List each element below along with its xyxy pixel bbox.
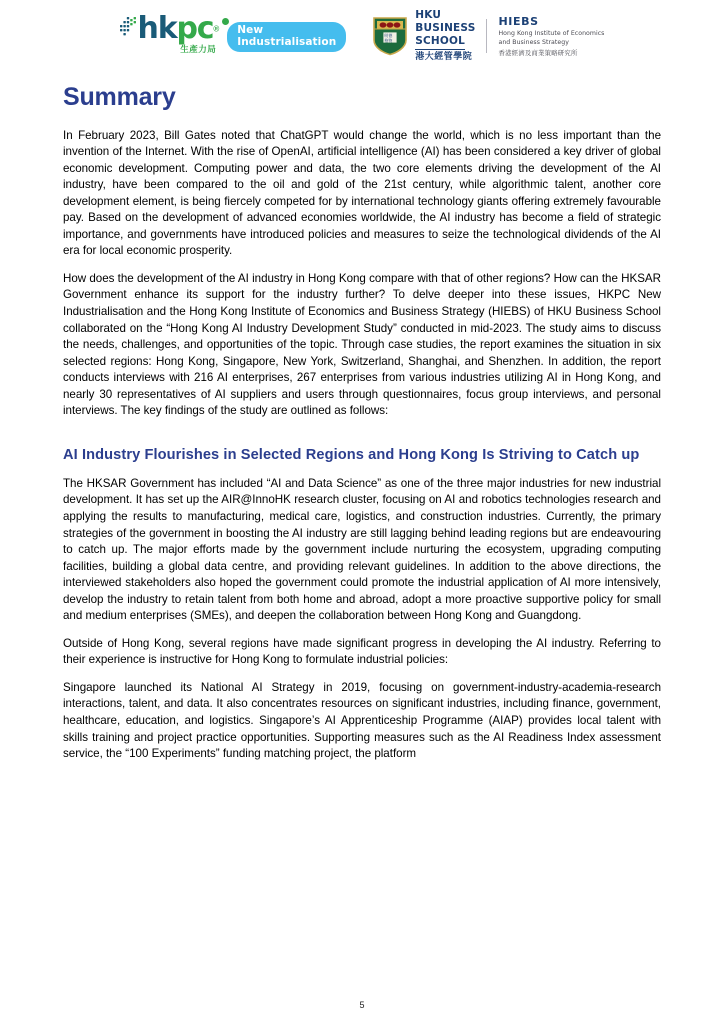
hku-wordmark	[415, 9, 475, 62]
hku-chinese-name: 港大經管學院	[415, 51, 473, 62]
hkpc-logo-group	[120, 11, 347, 58]
hku-line-1: HKU	[415, 9, 442, 22]
hiebs-chinese-name: 香港經濟及商業策略研究所	[498, 48, 578, 57]
page-footer	[0, 1000, 724, 1010]
hkpc-hk-letters: hk	[137, 11, 177, 46]
document-body	[63, 84, 661, 763]
paragraph-section-3: Singapore launched its National AI Strategy in 2019, focusing on government-industry-academia-research interactions, talent, and data. It also concentrates resources on significant industries, including finance, government, healthcare, education, and logistics. Singapore’s AI Apprenticeship Programme (AIAP) provides local talent with skills training and project practice opportunities. Supporting measures such as the AI Readiness Index assessment service, the “100 Experiments” funding matching project, the platform	[63, 680, 661, 761]
logo-divider	[486, 19, 487, 53]
badge-line-2: Industrialisation	[237, 35, 337, 48]
hiebs-subtitle-line-1: Hong Kong Institute of Economics	[498, 30, 605, 38]
svg-text:格物: 格物	[384, 38, 393, 43]
hkpc-chinese-name: 生產力局	[180, 44, 217, 55]
svg-text:明德: 明德	[384, 33, 393, 38]
badge-line-1: New	[237, 23, 264, 36]
paragraph-intro-2: How does the development of the AI industry in Hong Kong compare with that of other regions? How can the HKSAR Government enhance its support for the industry further? To delve deeper into these issues, HKPC New Industrialisation and the Hong Kong Institute of Economics and Business Strategy (HIEBS) of HKU Business School collaborated on the “Hong Kong AI Industry Development Study” conducted in mid-2023. The study aims to discuss the needs, challenges, and opportunities of the topic. Through case studies, the report examines the situation in six selected regions: Hong Kong, Singapore, New York, Switzerland, Shanghai, and Shenzhen. In addition, the report conducts interviews with 216 AI enterprises, 267 enterprises from various industries utilizing AI in Hong Kong, and nearly 30 representatives of AI suppliers and users through questionnaires, focus group interviews, and personal interviews. The key findings of the study are outlined as follows:	[63, 271, 661, 418]
section-heading: AI Industry Flourishes in Selected Regions and Hong Kong Is Striving to Catch up	[63, 446, 640, 463]
header-logo-bar	[0, 10, 724, 62]
hkpc-pc-letters: pc	[176, 11, 214, 46]
hiebs-logo	[498, 15, 604, 57]
paragraph-section-1: The HKSAR Government has included “AI and Data Science” as one of the three major industries for new industrial development. It has set up the AIR@InnoHK research cluster, focusing on AI and robotics technologies research and applying the results to manufacturing, medical care, logistics, and construction industries. Currently, the primary strategies of the government in boosting the AI industry are still lagging behind leading regions but are endeavouring to catch up. The major efforts made by the government include nurturing the ecosystem, upgrading computing facilities, building a global data centre, and providing relevant guidelines. In addition to the above directions, the interviewed stakeholders also hoped the government could promote the industrial application of AI more intensively, develop the industry to retain talent from both home and abroad, adopt a more proactive supportive policy for small and medium enterprises (SMEs), and deepen the collaboration between Hong Kong and Guangdong.	[63, 476, 661, 623]
hku-business-school-logo	[372, 9, 475, 62]
hkpc-logo	[120, 11, 220, 58]
new-industrialisation-badge	[227, 22, 346, 53]
hku-crest-icon	[372, 16, 408, 56]
hku-line-2: BUSINESS	[415, 22, 476, 35]
paragraph-section-2: Outside of Hong Kong, several regions have made significant progress in developing the AI industry. Referring to their experience is instructive for Hong Kong to formulate industrial policies:	[63, 636, 661, 667]
hiebs-title: HIEBS	[498, 15, 539, 29]
hkpc-wordmark	[137, 11, 220, 55]
badge-dot-icon	[222, 18, 229, 25]
hkpc-dots-icon	[120, 17, 137, 37]
hiebs-subtitle-line-2: and Business Strategy	[498, 38, 569, 46]
hku-line-3: SCHOOL	[415, 35, 465, 50]
page-title: Summary	[63, 83, 176, 111]
paragraph-intro-1: In February 2023, Bill Gates noted that ChatGPT would change the world, which is no less important than the invention of the Internet. With the rise of OpenAI, artificial intelligence (AI) has been considered a key driver of global economic development. Computing power and data, the two core elements driving the development of the AI industry, have been compared to the oil and gold of the 21st century, while algorithmic talent, another core development element, is being fiercely competed for by international technology giants offering extremely favourable pay. Based on the development of advanced economies worldwide, the AI industry has become a field of strategic importance, and governments have introduced policies and measures to seize the technological dividends of the AI era for local economic prosperity.	[63, 128, 661, 258]
registered-mark-icon: ®	[213, 24, 220, 34]
page-number: 5	[359, 1000, 365, 1010]
